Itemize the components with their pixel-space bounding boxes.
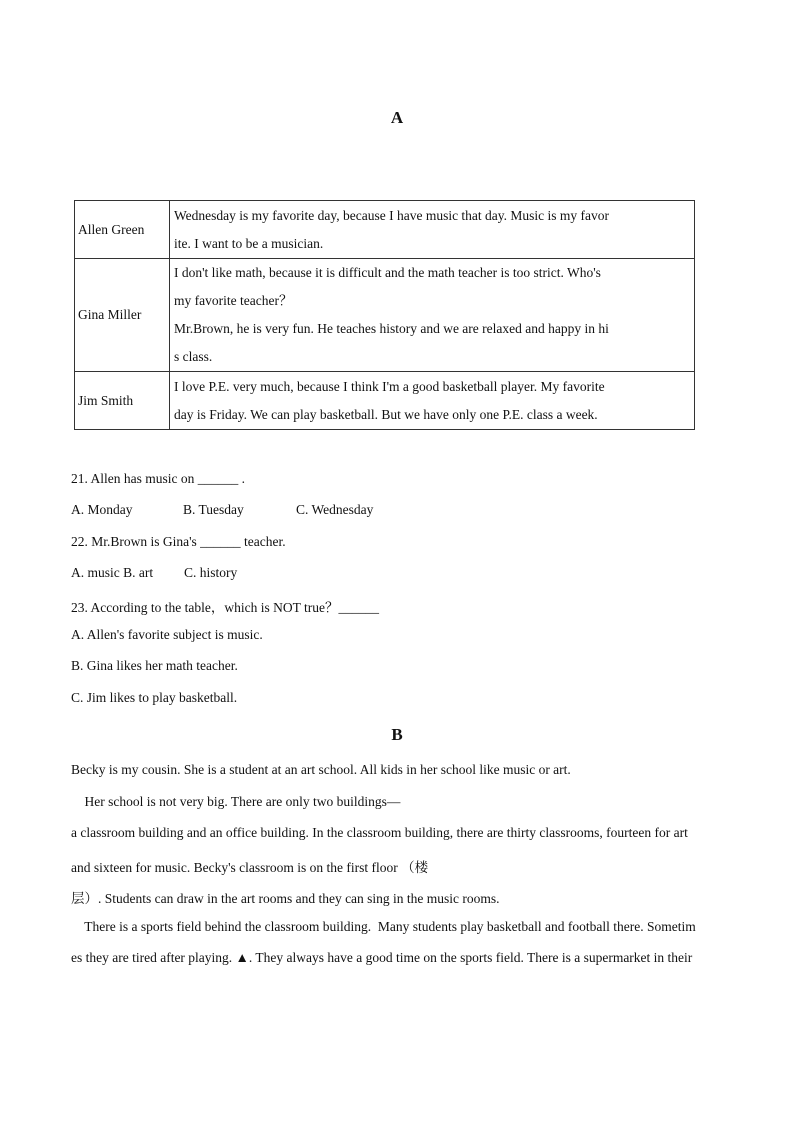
option-a: A. Monday [71,502,133,517]
statement-line: my favorite teacher？ [174,293,293,308]
table-row [75,201,695,259]
statement-line: Wednesday is my favorite day, because I have music that day. Music is my favor [174,207,610,223]
option-b: B. Gina likes her math teacher. [71,658,238,673]
passage-line: a classroom building and an office building. In the classroom building, there are thirty classrooms, fourteen for art [71,825,688,840]
option-c: C. Jim likes to play basketball. [71,690,238,705]
question-22-options [71,565,237,581]
table-row [75,259,695,372]
statement-line: I love P.E. very much, because I think I'm a good basketball player. My favorite [174,378,605,394]
passage-line: and sixteen for music. Becky's classroom is on the first floor （楼 [71,860,429,875]
section-a-heading: A [390,108,404,127]
statement-line: Mr.Brown, he is very fun. He teaches history and we are relaxed and happy in hi [174,321,609,336]
passage-line: Becky is my cousin. She is a student at an art school. All kids in her school like music or art. [71,762,571,777]
student-table [74,200,695,430]
student-name: Gina Miller [75,259,170,372]
student-name: Jim Smith [75,372,170,430]
passage-line: 层）. Students can draw in the art rooms and they can sing in the music rooms. [71,891,500,906]
passage-line: es they are tired after playing. ▲. They always have a good time on the sports field. There is a supermarket in their [71,950,693,965]
option-c: C. history [184,565,238,580]
statement-line: s class. [174,349,213,364]
question-21-options [71,502,373,518]
option-c: C. Wednesday [296,502,374,517]
statement-line: I don't like math, because it is difficult and the math teacher is too strict. Who's [174,265,601,280]
statement-line: ite. I want to be a musician. [174,235,324,251]
passage-line: Her school is not very big. There are only two buildings— [71,794,401,809]
statement-line: day is Friday. We can play basketball. But we have only one P.E. class a week. [174,406,598,422]
question-21-prompt: 21. Allen has music on ______ . [71,471,245,486]
section-b-heading: B [391,725,403,744]
question-22-prompt: 22. Mr.Brown is Gina's ______ teacher. [71,534,286,549]
student-statement [170,259,695,372]
option-b: B. Tuesday [183,502,244,517]
passage-line: There is a sports field behind the classroom building. Many students play basketball and football there. Sometim [71,919,696,934]
option-a: A. Allen's favorite subject is music. [71,627,263,642]
question-23-prompt: 23. According to the table，which is NOT true？______ [71,600,379,615]
student-name: Allen Green [75,201,170,259]
student-statement [170,372,695,430]
student-statement [170,201,695,259]
option-a-b: A. music B. art [71,565,154,580]
table-row [75,372,695,430]
